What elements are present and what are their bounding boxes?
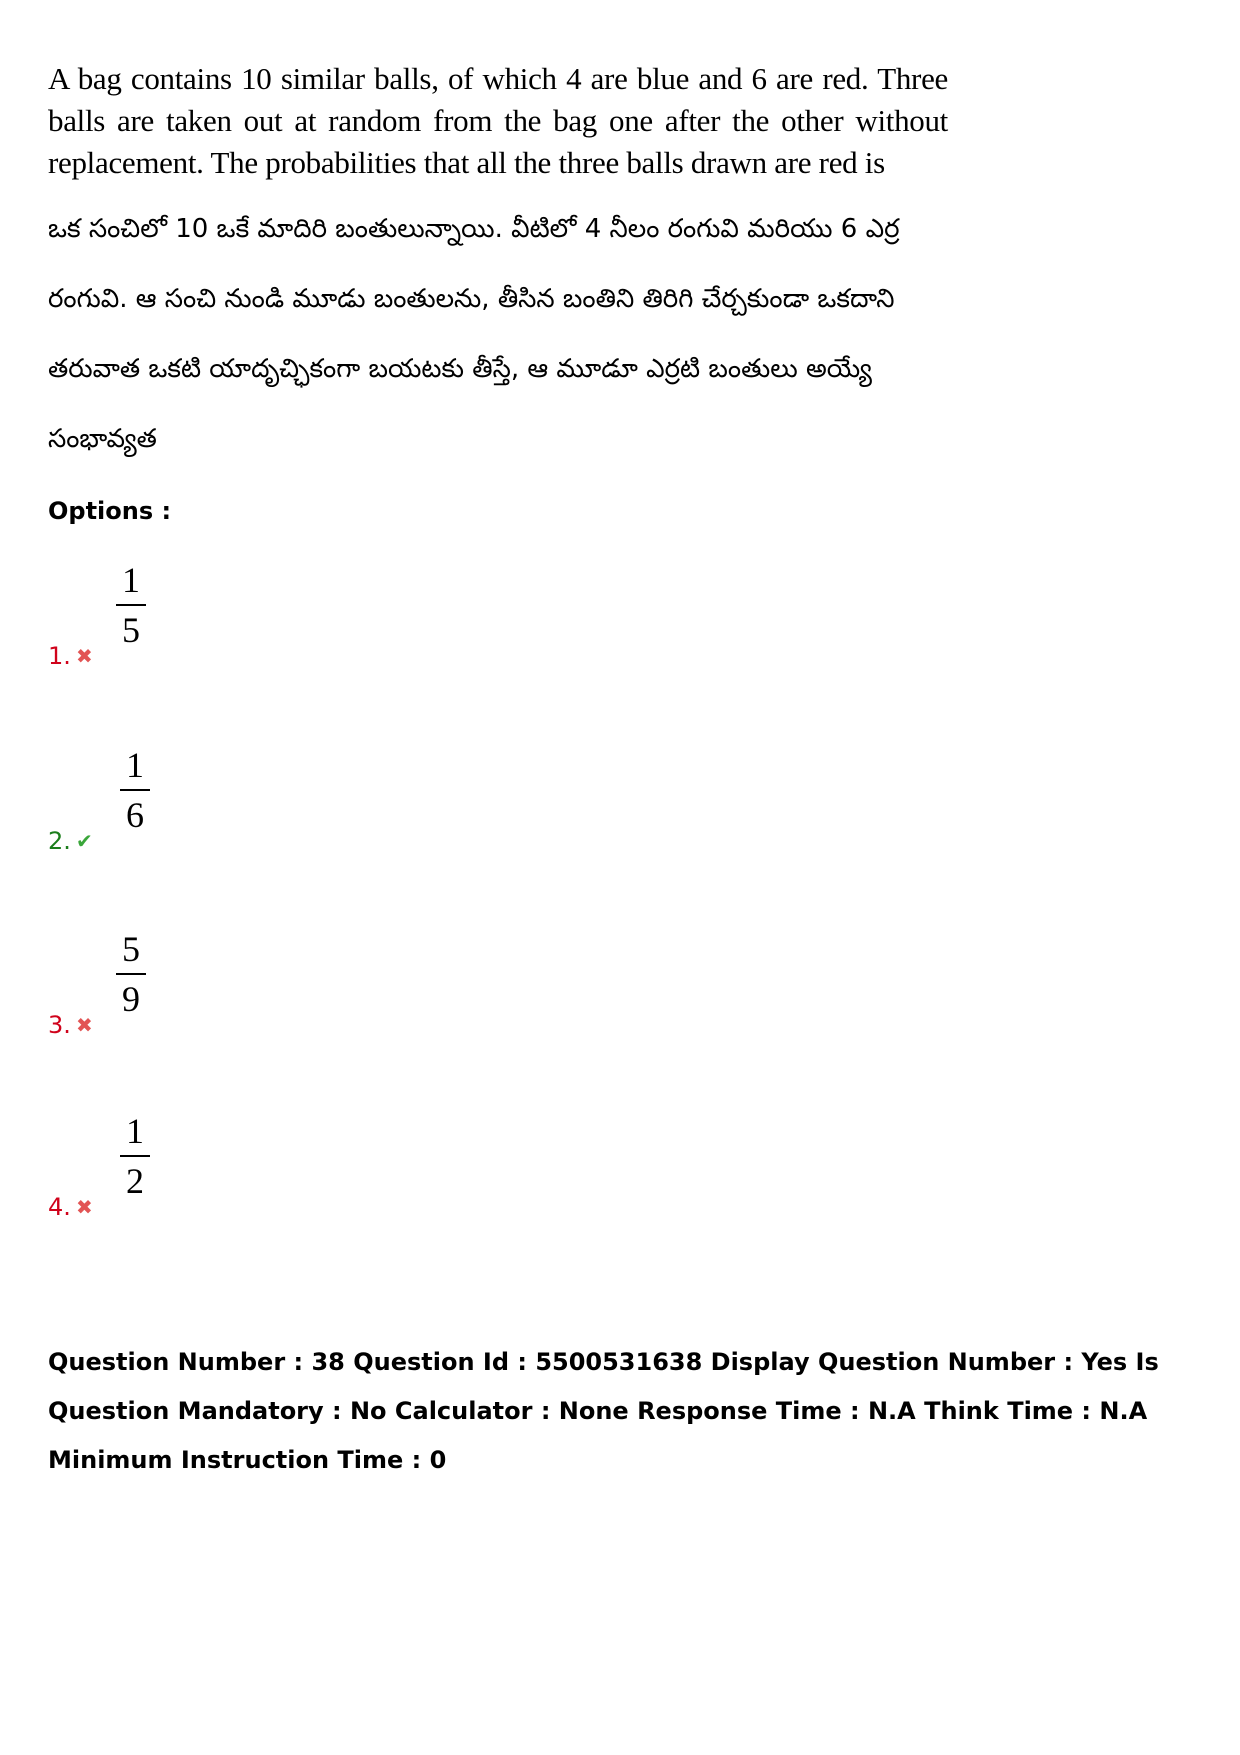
cross-icon: ✖ — [76, 644, 93, 668]
option-4-fraction — [120, 1111, 150, 1201]
option-1-number: 1. — [48, 642, 71, 670]
cross-icon: ✖ — [76, 1195, 93, 1219]
question-text-english: A bag contains 10 similar balls, of which 4 are blue and 6 are red. Three balls are taken out at random from the bag one after the other without replacement. The probabilities that all the three balls drawn are red is — [48, 61, 948, 180]
options-heading: Options : — [48, 497, 172, 525]
option-1 — [48, 560, 348, 670]
question-text-telugu-line-2: రంగువి. ఆ సంచి నుండి మూడు బంతులను, తీసిన బంతిని తిరిగి చేర్చకుండా ఒకదాని — [48, 284, 895, 314]
option-1-denominator: 5 — [122, 610, 140, 650]
question-text-telugu-line-1: ఒక సంచిలో 10 ఒకే మాదిరి బంతులున్నాయి. వీటిలో 4 నీలం రంగువి మరియు 6 ఎర్ర — [48, 214, 900, 244]
option-4-denominator: 2 — [126, 1161, 144, 1201]
option-3-numerator: 5 — [122, 929, 140, 969]
option-2-number: 2. — [48, 827, 71, 855]
option-3-number: 3. — [48, 1011, 71, 1039]
question-metadata: Question Number : 38 Question Id : 5500531638 Display Question Number : Yes Is Question Mandatory : No Calculator : None Response Time : N.A Think Time : N.A Minimum Instruction Time : 0 — [48, 1348, 1159, 1474]
option-3 — [48, 929, 348, 1039]
option-4-numerator: 1 — [126, 1111, 144, 1151]
option-2-denominator: 6 — [126, 795, 144, 835]
option-3-fraction — [116, 929, 146, 1019]
option-2-numerator: 1 — [126, 745, 144, 785]
cross-icon: ✖ — [76, 1013, 93, 1037]
question-text-telugu-line-3: తరువాత ఒకటి యాదృచ్ఛికంగా బయటకు తీస్తే, ఆ మూడూ ఎర్రటి బంతులు అయ్యే — [48, 354, 872, 384]
option-3-denominator: 9 — [122, 979, 140, 1019]
option-2 — [48, 745, 348, 855]
option-4 — [48, 1111, 348, 1221]
option-1-numerator: 1 — [122, 560, 140, 600]
option-2-fraction — [120, 745, 150, 835]
option-4-number: 4. — [48, 1193, 71, 1221]
question-text-telugu-line-4: సంభావ్యత — [48, 424, 157, 454]
option-1-fraction — [116, 560, 146, 650]
check-icon: ✔ — [76, 829, 93, 853]
